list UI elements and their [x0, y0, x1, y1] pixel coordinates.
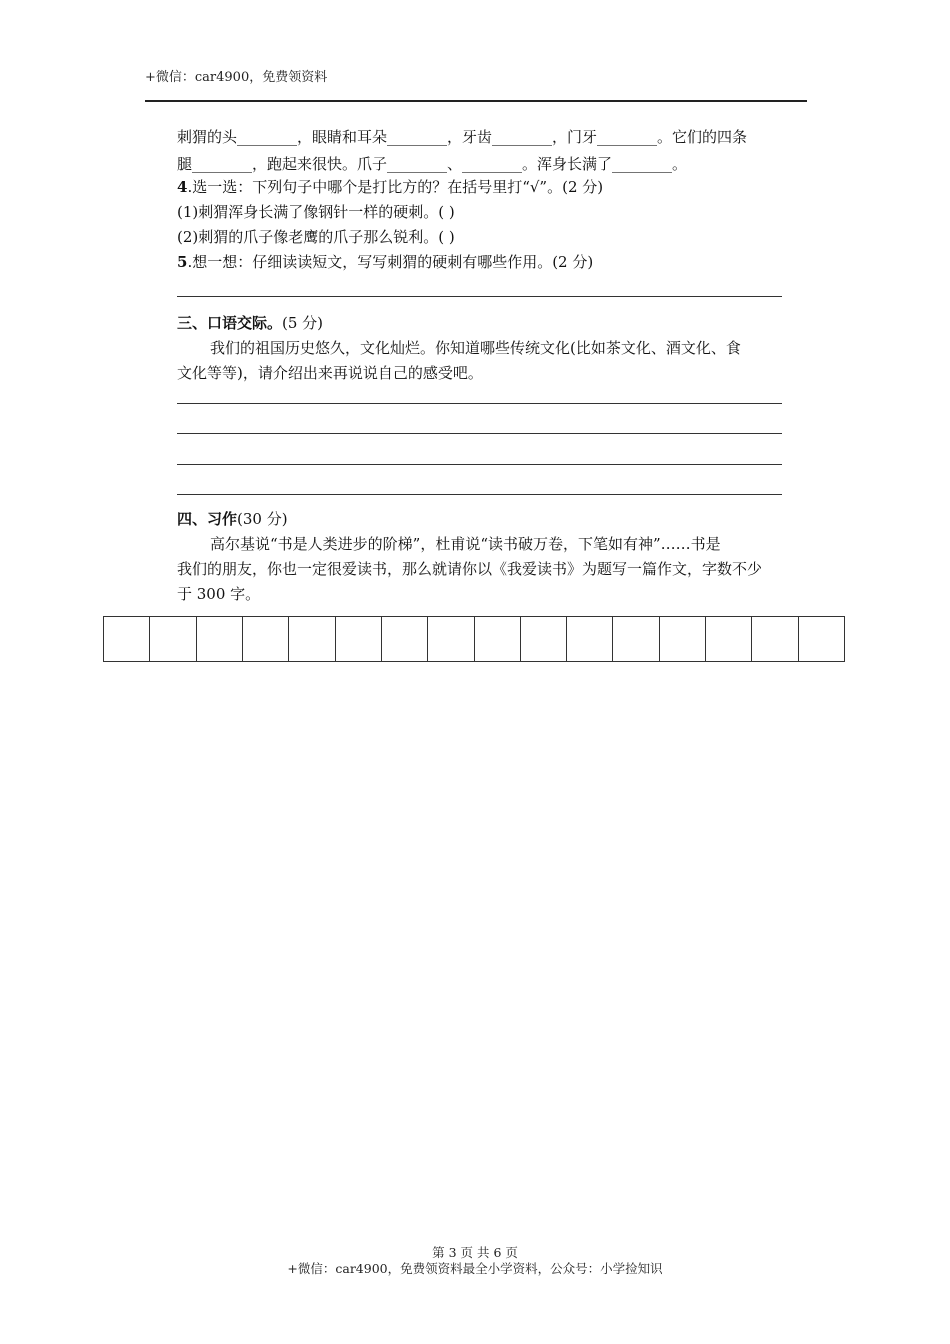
q5-number: 5	[177, 253, 188, 271]
q5-prompt	[177, 252, 593, 272]
grid-cell[interactable]	[799, 617, 844, 661]
section4-text-line-1: 高尔基说“书是人类进步的阶梯”，杜甫说“读书破万卷，下笔如有神”……书是	[210, 535, 721, 553]
section4-text-line-3: 于 300 字。	[177, 585, 261, 603]
q3-fill-line-1: 刺猬的头________，眼睛和耳朵________，牙齿________，门牙________。它们的四条	[177, 128, 748, 146]
q4-option-2[interactable]: (2)刺猬的爪子像老鹰的爪子那么锐利。( )	[177, 228, 455, 246]
grid-cell[interactable]	[475, 617, 521, 661]
header-divider	[145, 100, 807, 102]
q4-prompt	[177, 177, 603, 197]
section4-text-line-2: 我们的朋友，你也一定很爱读书，那么就请你以《我爱读书》为题写一篇作文，字数不少	[177, 560, 763, 578]
grid-cell[interactable]	[336, 617, 382, 661]
section4-score: (30 分)	[237, 510, 288, 528]
q4-prompt-text: .选一选：下列句子中哪个是打比方的？在括号里打“√”。(2 分)	[187, 178, 604, 196]
q3-fill-line-2: 腿________，跑起来很快。爪子________、________。浑身长满了________。	[177, 155, 688, 173]
grid-cell[interactable]	[243, 617, 289, 661]
section3-heading	[177, 313, 323, 333]
section3-answer-line-2[interactable]	[177, 433, 782, 434]
section3-title: 三、口语交际。	[177, 314, 283, 332]
grid-cell[interactable]	[150, 617, 196, 661]
section3-score: (5 分)	[282, 314, 324, 332]
section3-text-line-1: 我们的祖国历史悠久，文化灿烂。你知道哪些传统文化(比如茶文化、酒文化、食	[210, 339, 741, 357]
grid-cell[interactable]	[567, 617, 613, 661]
grid-cell[interactable]	[521, 617, 567, 661]
q4-number: 4	[177, 178, 188, 196]
grid-cell[interactable]	[613, 617, 659, 661]
section3-answer-line-1[interactable]	[177, 403, 782, 404]
section3-answer-line-3[interactable]	[177, 464, 782, 465]
section3-answer-line-4[interactable]	[177, 494, 782, 495]
q4-option-1[interactable]: (1)刺猬浑身长满了像钢针一样的硬刺。( )	[177, 203, 455, 221]
q5-answer-line[interactable]	[177, 296, 782, 297]
grid-cell[interactable]	[197, 617, 243, 661]
footer-page-number: 第 3 页 共 6 页	[432, 1245, 518, 1260]
grid-cell[interactable]	[382, 617, 428, 661]
composition-grid[interactable]	[103, 616, 845, 662]
section4-heading	[177, 509, 288, 529]
section3-text-line-2: 文化等等)，请介绍出来再说说自己的感受吧。	[177, 364, 483, 382]
footer-note: +微信：car4900，免费领资料最全小学资料，公众号：小学捡知识	[287, 1261, 663, 1276]
grid-cell[interactable]	[428, 617, 474, 661]
grid-cell[interactable]	[289, 617, 335, 661]
header-note: +微信：car4900，免费领资料	[145, 70, 328, 85]
grid-cell[interactable]	[660, 617, 706, 661]
grid-cell[interactable]	[706, 617, 752, 661]
grid-cell[interactable]	[104, 617, 150, 661]
section4-title: 四、习作	[177, 510, 238, 528]
grid-cell[interactable]	[752, 617, 798, 661]
q5-prompt-text: .想一想：仔细读读短文，写写刺猬的硬刺有哪些作用。(2 分)	[187, 253, 594, 271]
